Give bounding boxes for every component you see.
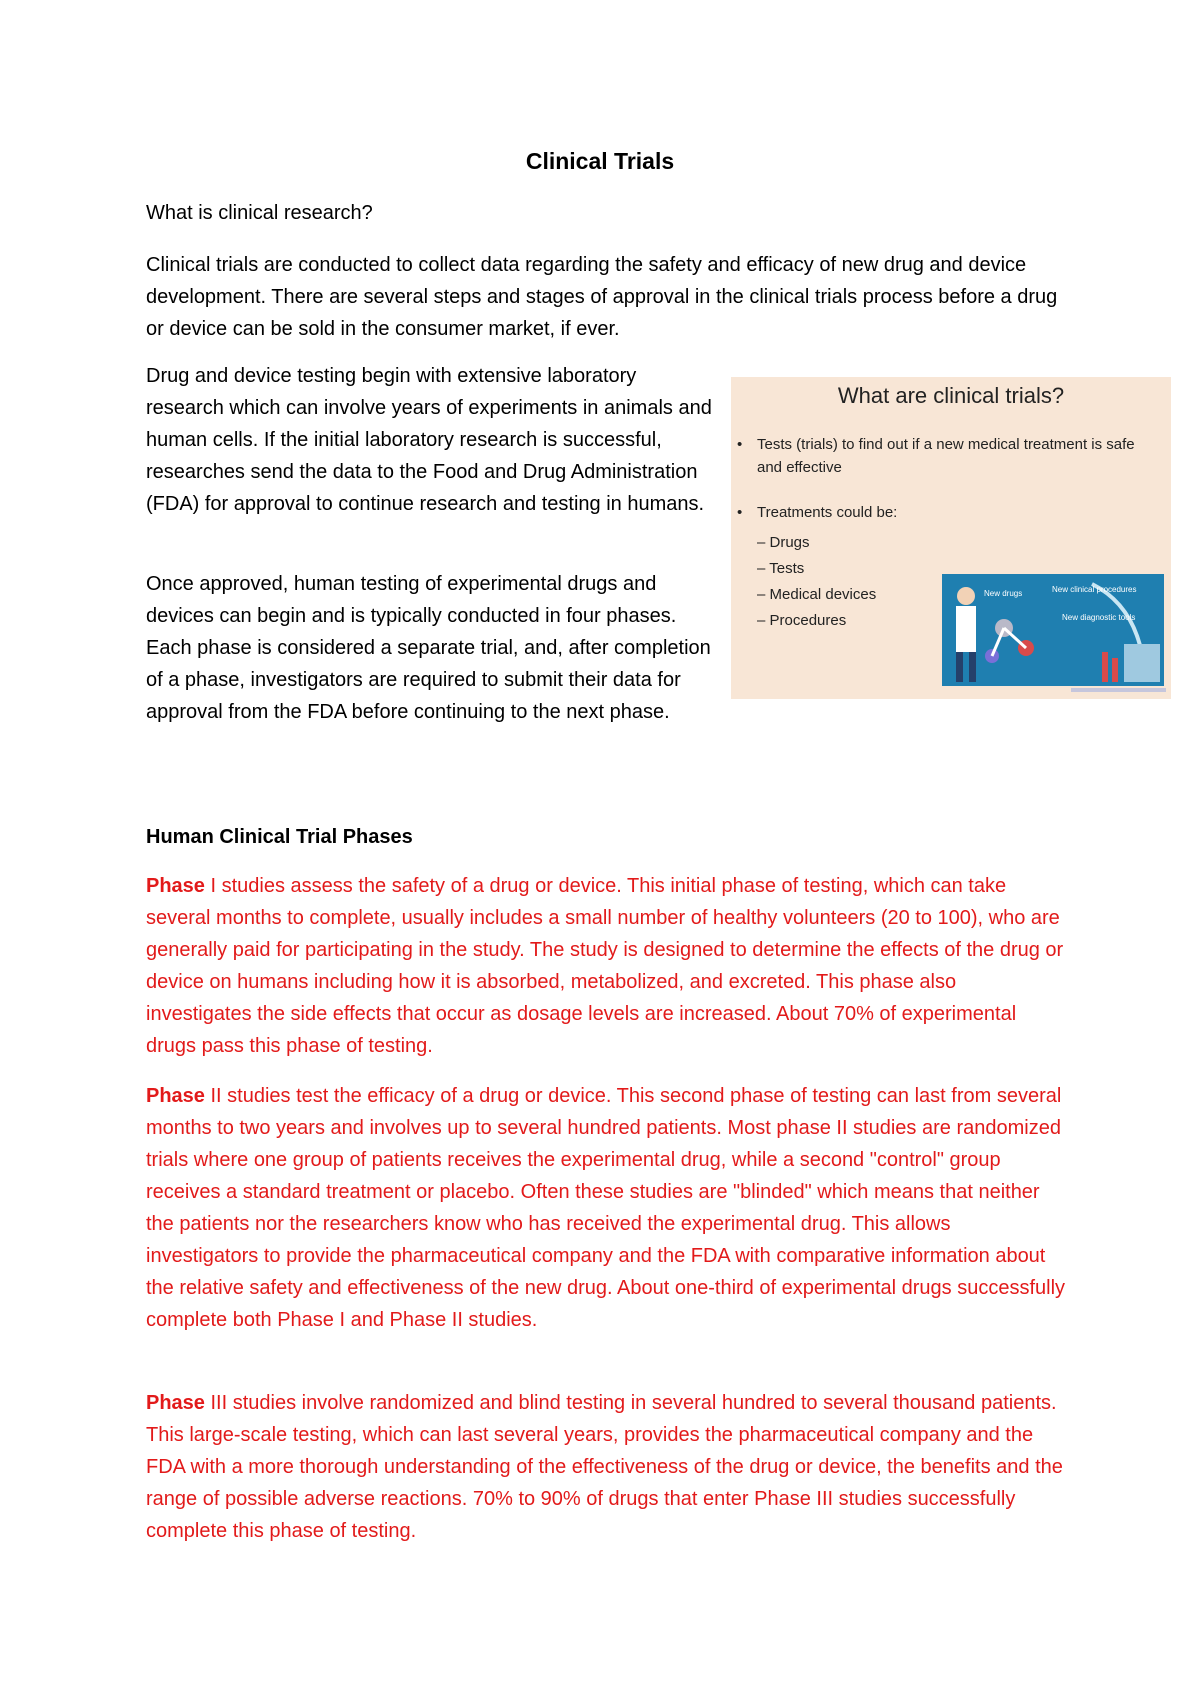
lab-research-paragraph: Drug and device testing begin with extensive laboratory research which can involve years of experiments in animals and human cells. If the initial laboratory research is successful, researches send the data to the Food and Drug Administration (FDA) for approval to continue research and testing in humans.	[146, 365, 712, 515]
phase-1-paragraph	[146, 870, 1066, 1062]
slide-bullet	[737, 501, 1162, 524]
photo-label: New clinical procedures	[1052, 585, 1137, 594]
photo-label: New drugs	[984, 589, 1023, 598]
image-credit-bar	[1071, 688, 1166, 692]
photo-label: New diagnostic tools	[1062, 613, 1136, 622]
phase-text: III studies involve randomized and blind testing in several hundred to several thousand patients. This large-scale testing, which can last several years, provides the pharmaceutical company and the FDA with a more thorough understanding of the effectiveness of the drug or device, the benefits and the range of possible adverse reactions. 70% to 90% of drugs that enter Phase III studies successfully complete this phase of testing.	[146, 1392, 1063, 1542]
section-subtitle: What is clinical research?	[146, 202, 373, 224]
phase-text: II studies test the efficacy of a drug or device. This second phase of testing can last from several months to two years and involves up to several hundred patients. Most phase II studies are randomized trials where one group of patients receives the experimental drug, while a second "control" group receives a standard treatment or placebo. Often these studies are "blinded" which means that neither the patients nor the researchers know who has received the experimental drug. This allows investigators to provide the pharmaceutical company and the FDA with comparative information about the relative safety and effectiveness of the new drug. About one-third of experimental drugs successfully complete both Phase I and Phase II studies.	[146, 1085, 1066, 1331]
slide-title: What are clinical trials?	[837, 383, 1065, 408]
phase-text: I studies assess the safety of a drug or device. This initial phase of testing, which can take several months to complete, usually includes a small number of healthy volunteers (20 to 100), who are generally paid for participating in the study. The study is designed to determine the effects of the drug or device on humans including how it is absorbed, metabolized, and excreted. This phase also investigates the side effects that occur as dosage levels are increased. About 70% of experimental drugs pass this phase of testing.	[146, 875, 1064, 1057]
phase-3-paragraph	[146, 1387, 1066, 1547]
slide-sub-item: – Procedures	[757, 612, 847, 629]
phase-label: Phase	[146, 875, 205, 897]
bullet-icon: •	[737, 436, 743, 453]
slide-sub-item: – Drugs	[757, 534, 810, 551]
human-testing-paragraph: Once approved, human testing of experimental drugs and devices can begin and is typically conducted in four phases. Each phase is considered a separate trial, and, after completion of a phase, investigators are required to submit their data for approval from the FDA before continuing to the next phase.	[146, 573, 711, 723]
phase-label: Phase	[146, 1392, 205, 1414]
phase-label: Phase	[146, 1085, 205, 1107]
slide-bullet-text: Tests (trials) to find out if a new medical treatment is safe and effective	[757, 436, 1135, 476]
slide-bullet	[737, 433, 1162, 479]
bullet-icon: •	[737, 504, 743, 521]
slide-sub-item: – Medical devices	[757, 586, 877, 603]
clinical-trials-slide-image	[731, 377, 1171, 699]
clinical-illustration-image	[942, 574, 1164, 686]
intro-paragraph: Clinical trials are conducted to collect data regarding the safety and efficacy of new drug and device development. There are several steps and stages of approval in the clinical trials process before a drug or device can be sold in the consumer market, if ever.	[146, 254, 1058, 340]
clinical-illustration-icon	[942, 574, 1164, 686]
slide-sub-item: – Tests	[757, 560, 805, 577]
phases-heading: Human Clinical Trial Phases	[146, 826, 413, 848]
slide-bullet-text: Treatments could be:	[757, 504, 898, 521]
phase-2-paragraph	[146, 1080, 1066, 1336]
page-title: Clinical Trials	[525, 148, 675, 174]
